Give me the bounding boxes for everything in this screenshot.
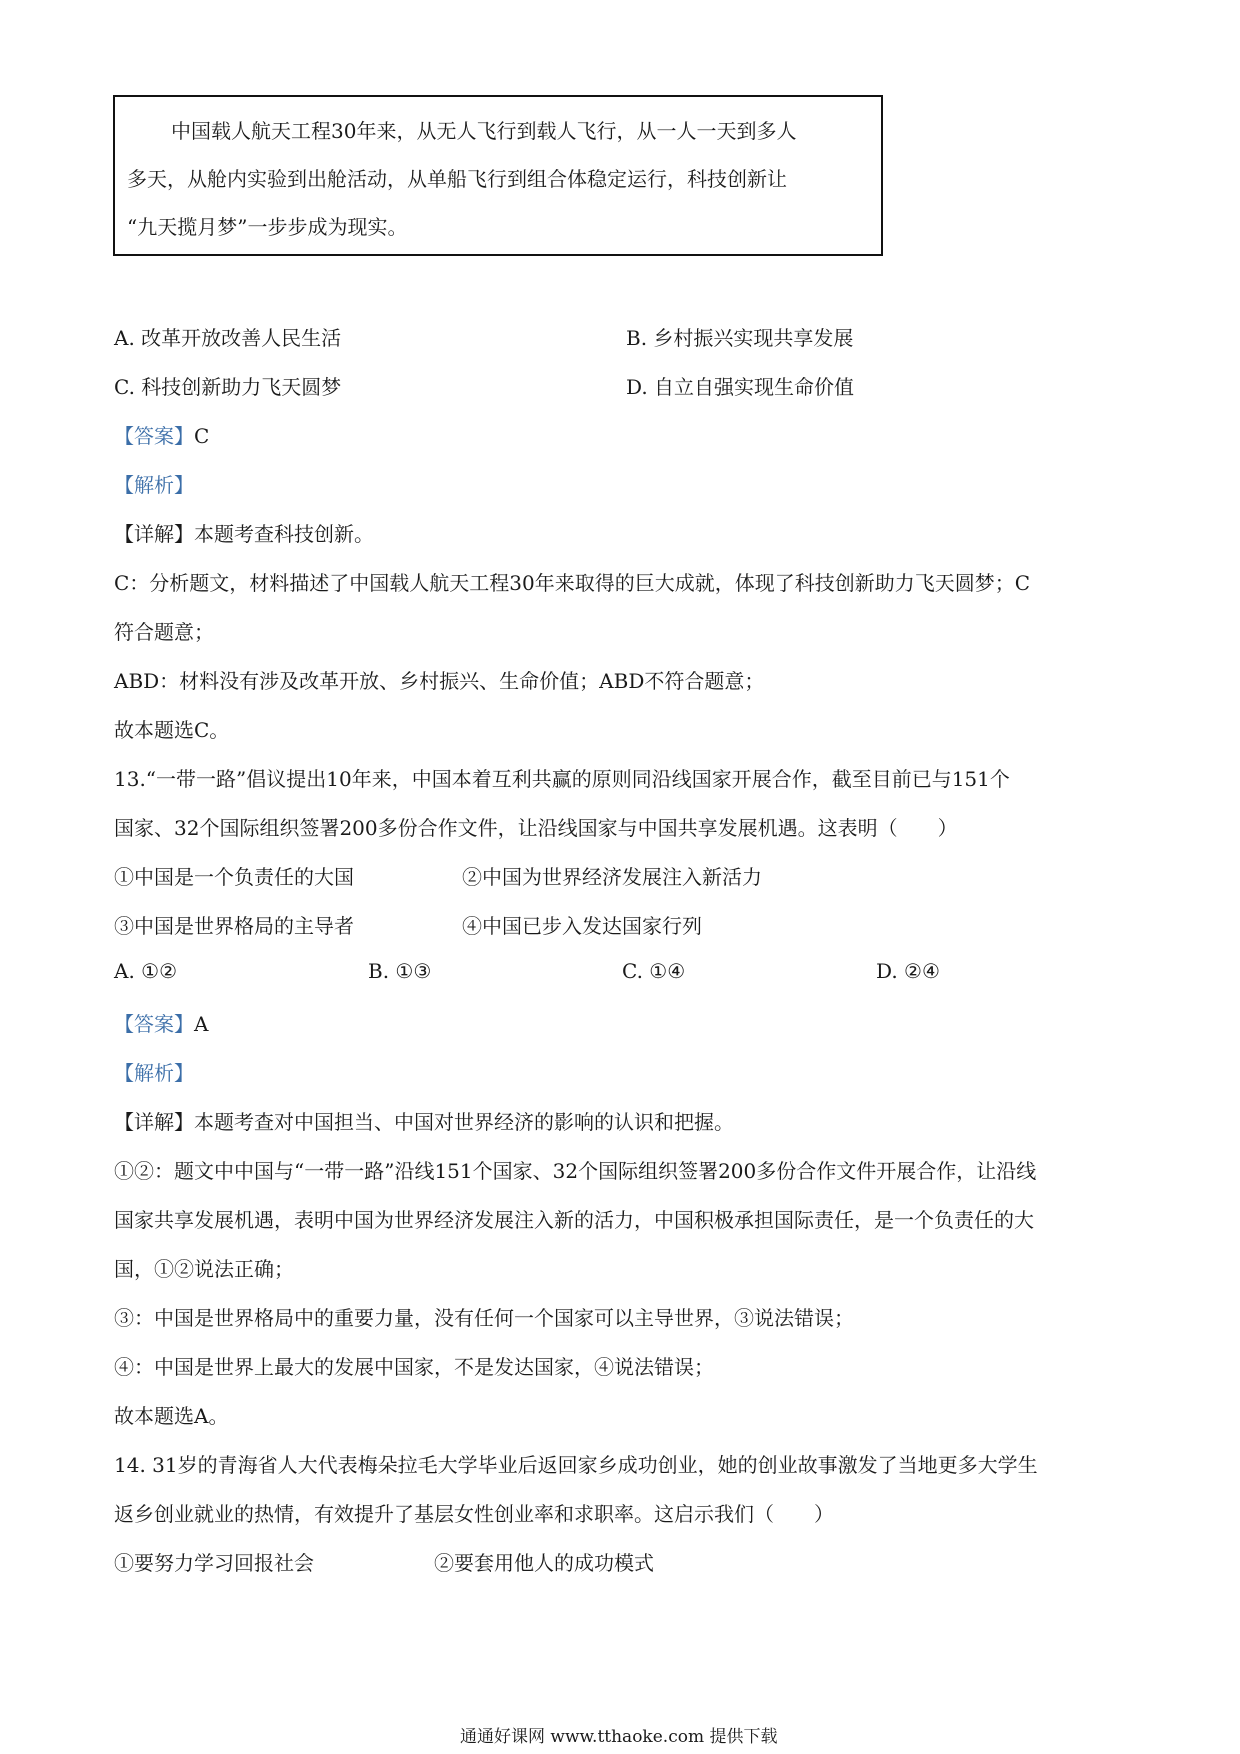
material-box xyxy=(113,95,883,256)
statement-2: ②中国为世界经济发展注入新活力 xyxy=(462,865,762,889)
explanation-line: 故本题选A。 xyxy=(114,1404,229,1428)
answer-line xyxy=(114,1008,208,1037)
question-stem: 返乡创业就业的热情，有效提升了基层女性创业率和求职率。这启示我们（ ） xyxy=(114,1502,834,1526)
footer-text: 通通好课网 www.tthaoke.com 提供下载 xyxy=(460,1727,778,1747)
explanation-line: ④：中国是世界上最大的发展中国家，不是发达国家，④说法错误； xyxy=(114,1355,714,1379)
explanation-line: 国，①②说法正确； xyxy=(114,1257,294,1281)
detail-line xyxy=(114,1106,734,1135)
analysis-tag: 【解析】 xyxy=(114,1061,194,1085)
question-stem: 13.“一带一路”倡议提出10年来，中国本着互利共赢的原则同沿线国家开展合作，截至目前已与151个 xyxy=(114,767,1010,791)
detail-line xyxy=(114,518,374,547)
detail-text: 本题考查对中国担当、中国对世界经济的影响的认识和把握。 xyxy=(194,1110,734,1134)
answer-tag: 【答案】 xyxy=(114,424,194,448)
statement-2: ②要套用他人的成功模式 xyxy=(434,1551,654,1575)
explanation-line: ABD：材料没有涉及改革开放、乡村振兴、生命价值；ABD不符合题意； xyxy=(114,669,765,693)
option-d: D. 自立自强实现生命价值 xyxy=(626,375,855,399)
statement-1: ①要努力学习回报社会 xyxy=(114,1551,314,1575)
option-b: B. 乡村振兴实现共享发展 xyxy=(626,326,854,350)
material-line: “九天揽月梦”一步步成为现实。 xyxy=(127,215,408,239)
statement-1: ①中国是一个负责任的大国 xyxy=(114,865,354,889)
option-d: D. ②④ xyxy=(876,959,940,983)
detail-tag: 【详解】 xyxy=(114,522,194,546)
material-line: 多天，从舱内实验到出舱活动，从单船飞行到组合体稳定运行，科技创新让 xyxy=(127,167,787,191)
answer-tag: 【答案】 xyxy=(114,1012,194,1036)
detail-tag: 【详解】 xyxy=(114,1110,194,1134)
explanation-line: 符合题意； xyxy=(114,620,214,644)
option-a: A. 改革开放改善人民生活 xyxy=(114,326,342,350)
analysis-tag: 【解析】 xyxy=(114,473,194,497)
option-c: C. 科技创新助力飞天圆梦 xyxy=(114,375,342,399)
answer-value: A xyxy=(194,1012,209,1036)
explanation-line: 国家共享发展机遇，表明中国为世界经济发展注入新的活力，中国积极承担国际责任，是一个负责任的大 xyxy=(114,1208,1034,1232)
detail-text: 本题考查科技创新。 xyxy=(194,522,374,546)
statement-4: ④中国已步入发达国家行列 xyxy=(462,914,702,938)
answer-value: C xyxy=(194,424,210,448)
material-line: 中国载人航天工程30年来，从无人飞行到载人飞行，从一人一天到多人 xyxy=(171,119,797,143)
question-stem: 14. 31岁的青海省人大代表梅朵拉毛大学毕业后返回家乡成功创业，她的创业故事激发了当地更多大学生 xyxy=(114,1453,1038,1477)
explanation-line: ①②：题文中中国与“一带一路”沿线151个国家、32个国际组织签署200多份合作文件开展合作，让沿线 xyxy=(114,1159,1037,1183)
question-stem: 国家、32个国际组织签署200多份合作文件，让沿线国家与中国共享发展机遇。这表明（ ） xyxy=(114,816,958,840)
statement-3: ③中国是世界格局的主导者 xyxy=(114,914,354,938)
option-c: C. ①④ xyxy=(622,959,686,983)
explanation-line: C：分析题文，材料描述了中国载人航天工程30年来取得的巨大成就，体现了科技创新助力飞天圆梦；C xyxy=(114,571,1031,595)
explanation-line: ③：中国是世界格局中的重要力量，没有任何一个国家可以主导世界，③说法错误； xyxy=(114,1306,854,1330)
answer-line xyxy=(114,420,209,449)
option-a: A. ①② xyxy=(114,959,178,983)
explanation-line: 故本题选C。 xyxy=(114,718,230,742)
option-b: B. ①③ xyxy=(368,959,432,983)
